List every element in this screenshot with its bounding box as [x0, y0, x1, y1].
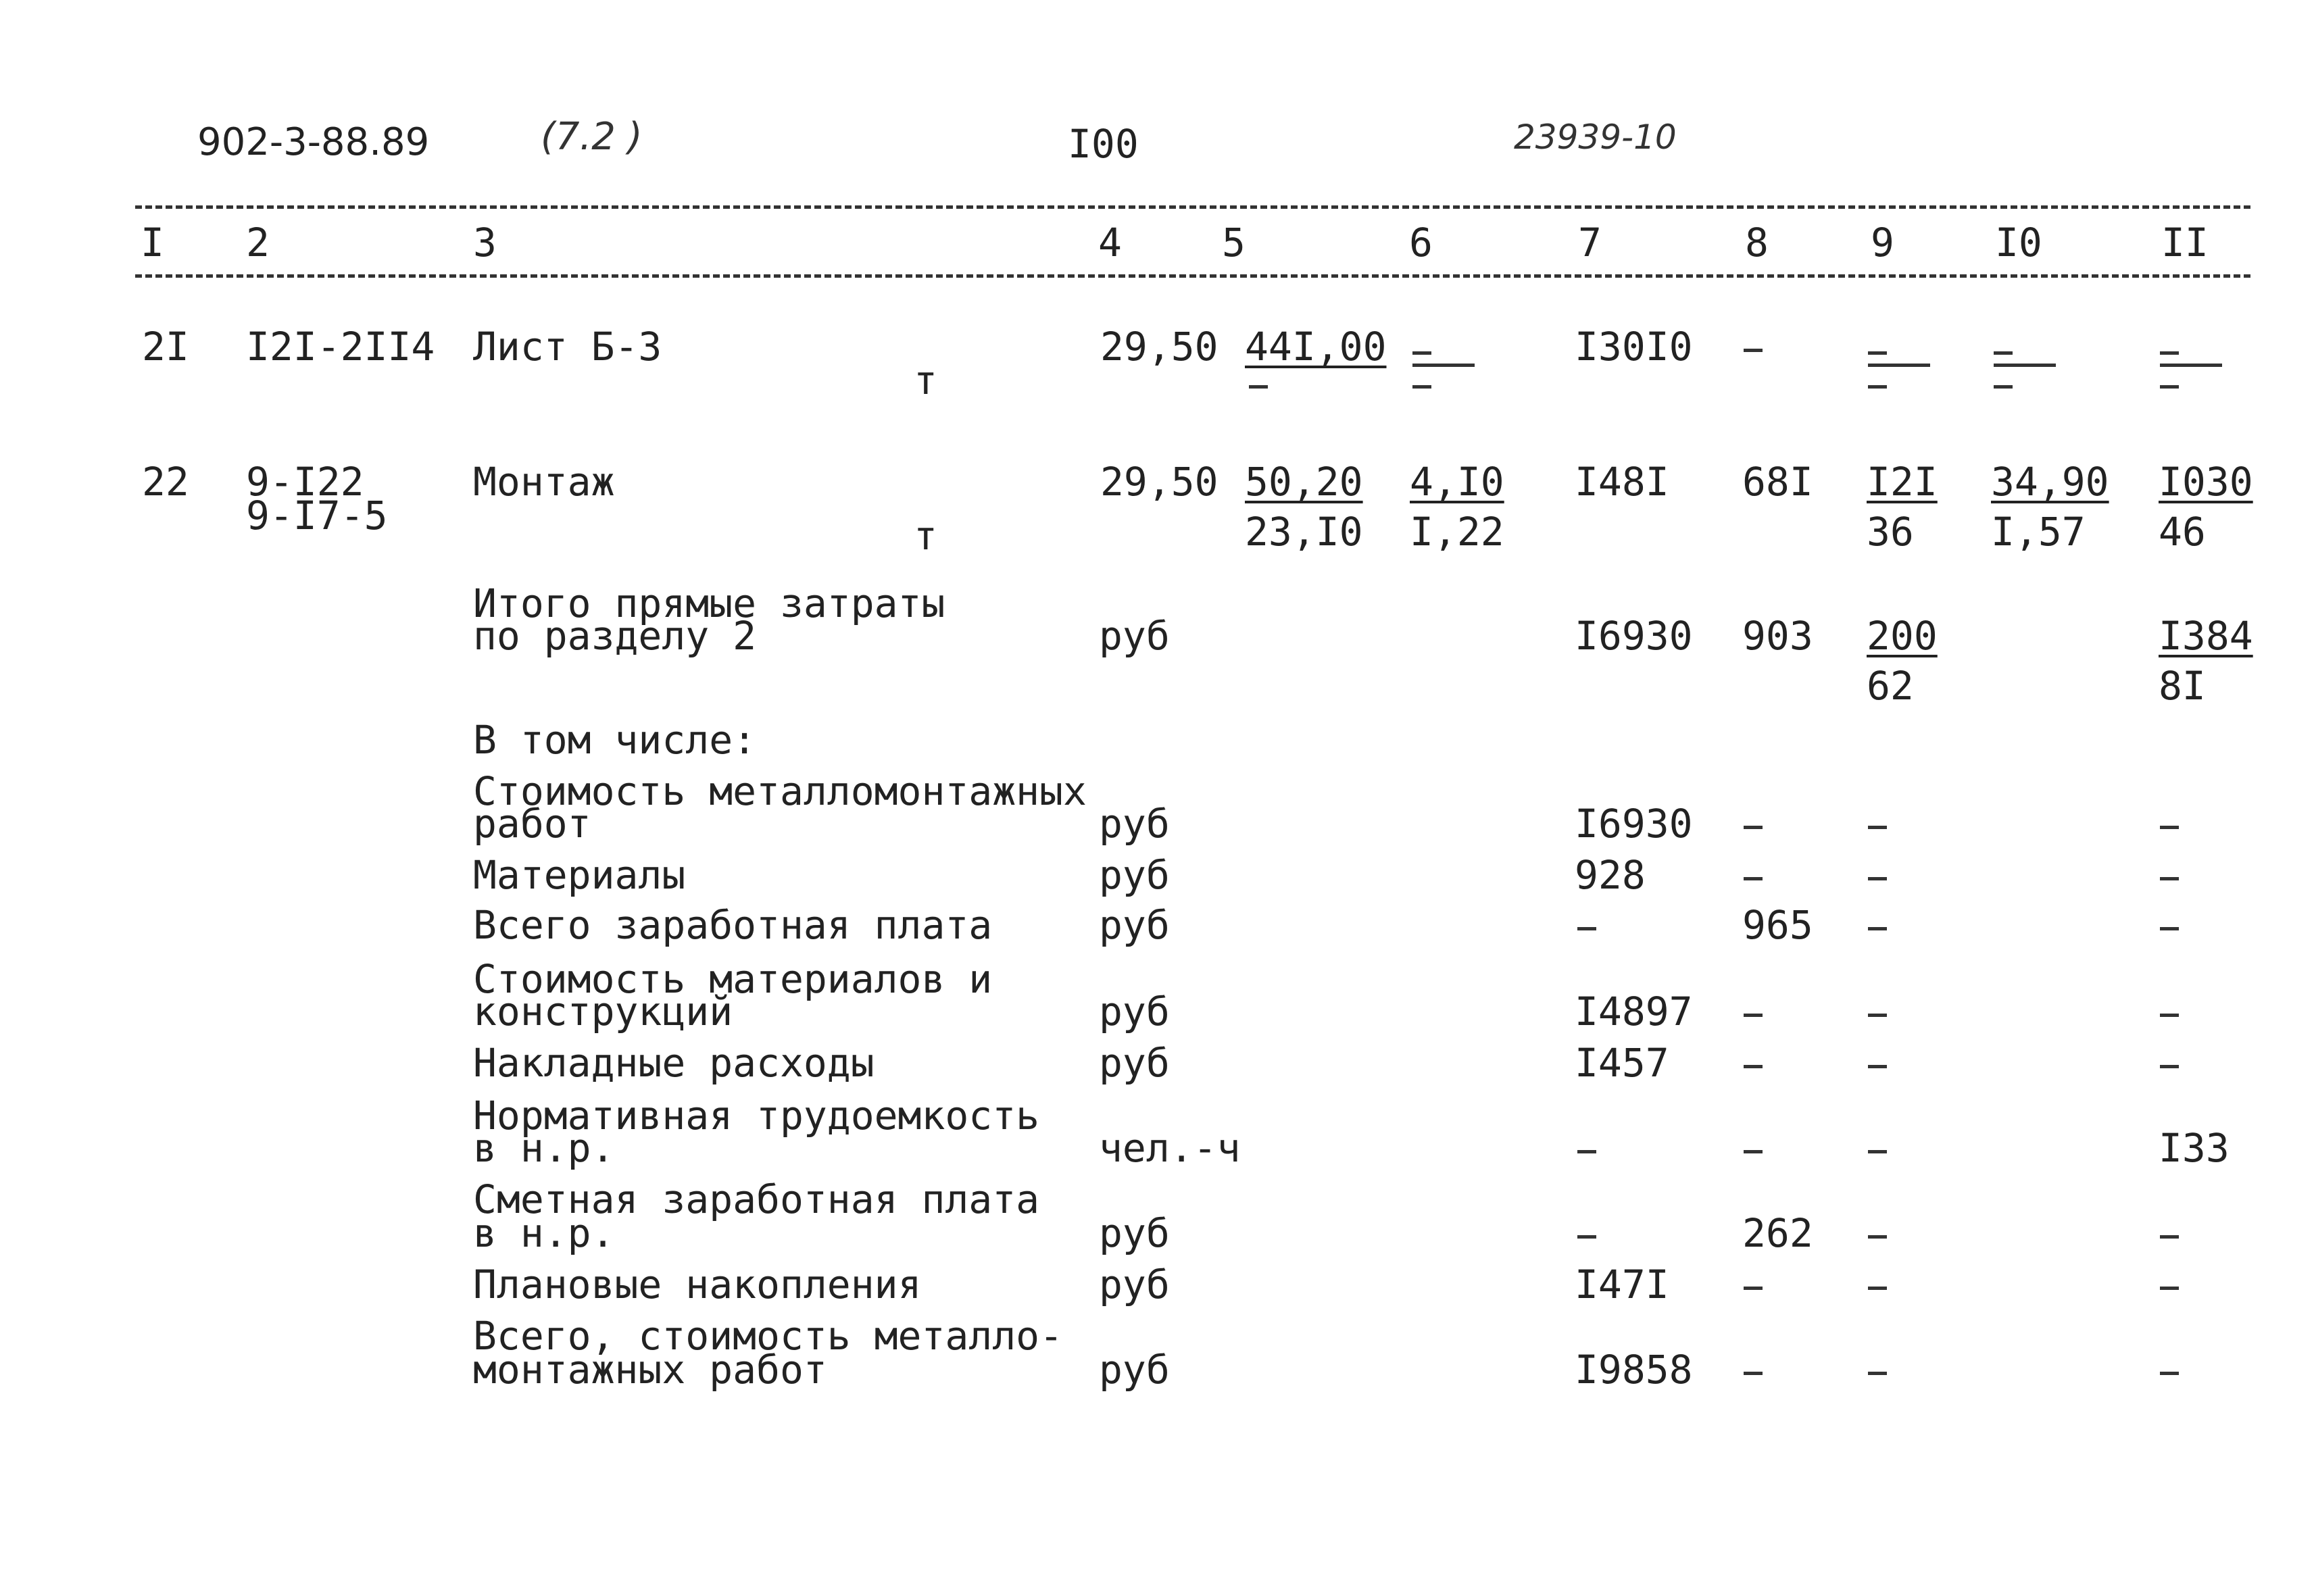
item-col7-dash: [1577, 927, 1596, 930]
row22-col10-top: 34,90: [1991, 459, 2109, 505]
item-unit: руб: [1099, 989, 1170, 1034]
item-label: Всего, стоимость металло-: [473, 1313, 1063, 1359]
row22-number: 22: [142, 459, 189, 505]
item-label: Плановые накопления: [473, 1262, 922, 1307]
item-col11-dash: [2160, 826, 2179, 829]
item-col8-dash: [1744, 1372, 1763, 1375]
item-col7: I4897: [1575, 989, 1693, 1034]
archive-number: 23939-10: [1514, 118, 1677, 157]
item-col11-dash: [2160, 927, 2179, 930]
item-col9-dash: [1868, 1150, 1887, 1153]
row21-col5: 44I,00: [1245, 324, 1387, 370]
total-col11-top: I384: [2159, 613, 2253, 659]
header-top-rule: [135, 205, 2250, 209]
item-col8: 262: [1742, 1210, 1813, 1256]
row22-code-2: 9-I7-5: [246, 493, 388, 539]
row22-col7: I48I: [1575, 459, 1669, 505]
row21-col10-rule: [1994, 364, 2056, 367]
item-label: Всего заработная плата: [473, 902, 993, 948]
row22-col9-bottom: 36: [1867, 509, 1914, 555]
row21-unit: т: [914, 357, 937, 403]
item-unit: руб: [1099, 1210, 1170, 1256]
row22-col6-top: 4,I0: [1410, 459, 1504, 505]
item-col9-dash: [1868, 1065, 1887, 1068]
item-col7: I6930: [1575, 801, 1693, 847]
col-header-11: II: [2161, 220, 2209, 266]
row22-unit: т: [914, 513, 937, 559]
item-col11-dash: [2160, 1235, 2179, 1239]
row21-col5-dash: [1249, 385, 1268, 389]
total-col7: I6930: [1575, 613, 1693, 659]
item-unit: руб: [1099, 1040, 1170, 1086]
item-col9-dash: [1868, 927, 1887, 930]
including-label: В том числе:: [473, 717, 757, 763]
item-col7: I47I: [1575, 1262, 1669, 1307]
row22-name: Монтаж: [473, 459, 615, 505]
item-label: Материалы: [473, 852, 686, 898]
col-header-6: 6: [1409, 220, 1433, 266]
row21-col11-dash-top: [2160, 351, 2179, 355]
row22-quantity: 29,50: [1100, 459, 1218, 505]
row22-col6-bottom: I,22: [1410, 509, 1504, 555]
item-label: Стоимость материалов и: [473, 956, 993, 1002]
item-col9-dash: [1868, 877, 1887, 880]
total-unit: руб: [1099, 613, 1170, 659]
col-header-10: I0: [1995, 220, 2042, 266]
row22-col8: 68I: [1742, 459, 1813, 505]
item-col11-dash: [2160, 1065, 2179, 1068]
row21-number: 2I: [142, 324, 189, 370]
item-label-cont: работ: [473, 801, 591, 847]
col-header-1: I: [141, 220, 164, 266]
item-unit: руб: [1099, 852, 1170, 898]
col-header-4: 4: [1098, 220, 1122, 266]
item-label-cont: в н.р.: [473, 1210, 615, 1256]
item-label: Нормативная трудоемкость: [473, 1093, 1040, 1139]
item-col9-dash: [1868, 1235, 1887, 1239]
item-label: Сметная заработная плата: [473, 1176, 1040, 1222]
row21-code: I2I-2II4: [246, 324, 435, 370]
item-unit: руб: [1099, 1262, 1170, 1307]
item-col8-dash: [1744, 826, 1763, 829]
item-unit: руб: [1099, 801, 1170, 847]
row21-col6-dash-bot: [1412, 385, 1431, 389]
row21-col7: I30I0: [1575, 324, 1693, 370]
item-col9-dash: [1868, 1287, 1887, 1290]
item-unit: чел.-ч: [1099, 1125, 1241, 1171]
page-number: I00: [1068, 121, 1139, 167]
total-label-1: Итого прямые затраты: [473, 580, 945, 626]
sheet-reference: (7.2 ): [541, 115, 643, 159]
item-col8: 965: [1742, 902, 1813, 948]
row22-code-1: 9-I22: [246, 459, 364, 505]
col-header-8: 8: [1745, 220, 1769, 266]
item-col7-dash: [1577, 1235, 1596, 1239]
total-col9-bottom: 62: [1867, 663, 1914, 709]
row22-col11-top: I030: [2159, 459, 2253, 505]
item-col7-dash: [1577, 1150, 1596, 1153]
row21-col9-dash-bot: [1868, 385, 1887, 389]
document-code: 902-3-88.89: [197, 120, 430, 164]
header-bottom-rule: [135, 274, 2250, 278]
item-col8-dash: [1744, 1014, 1763, 1017]
item-col8-dash: [1744, 1287, 1763, 1290]
row22-col5-top: 50,20: [1245, 459, 1363, 505]
row22-col10-bottom: I,57: [1991, 509, 2086, 555]
row21-name: Лист Б-3: [473, 324, 662, 370]
row21-col8-dash: [1744, 349, 1763, 352]
col-header-7: 7: [1578, 220, 1602, 266]
item-col11-dash: [2160, 877, 2179, 880]
item-label-cont: конструкций: [473, 989, 733, 1034]
row22-col5-bottom: 23,I0: [1245, 509, 1363, 555]
total-col8: 903: [1742, 613, 1813, 659]
item-col7: I9858: [1575, 1347, 1693, 1393]
total-col9-top: 200: [1867, 613, 1938, 659]
row21-col10-dash-top: [1994, 351, 2013, 355]
item-col8-dash: [1744, 1065, 1763, 1068]
item-col7: I457: [1575, 1040, 1669, 1086]
item-col9-dash: [1868, 826, 1887, 829]
row21-col9-rule: [1868, 364, 1930, 367]
row21-quantity: 29,50: [1100, 324, 1218, 370]
item-label: Стоимость металломонтажных: [473, 768, 1087, 814]
item-col8-dash: [1744, 1150, 1763, 1153]
item-col9-dash: [1868, 1372, 1887, 1375]
item-col7: 928: [1575, 852, 1646, 898]
row21-col11-rule: [2160, 364, 2222, 367]
item-col11: I33: [2159, 1125, 2230, 1171]
item-label: Накладные расходы: [473, 1040, 875, 1086]
total-label-2: по разделу 2: [473, 613, 757, 659]
item-unit: руб: [1099, 902, 1170, 948]
item-col8-dash: [1744, 877, 1763, 880]
col-header-5: 5: [1222, 220, 1246, 266]
col-header-9: 9: [1871, 220, 1894, 266]
item-col11-dash: [2160, 1014, 2179, 1017]
col-header-2: 2: [246, 220, 270, 266]
row21-col6-dash-top: [1412, 351, 1431, 355]
row21-col10-dash-bot: [1994, 385, 2013, 389]
row21-col6-rule: [1412, 364, 1475, 367]
item-col11-dash: [2160, 1287, 2179, 1290]
item-unit: руб: [1099, 1347, 1170, 1393]
total-col11-bottom: 8I: [2159, 663, 2206, 709]
item-col11-dash: [2160, 1372, 2179, 1375]
col-header-3: 3: [473, 220, 497, 266]
item-label-cont: в н.р.: [473, 1125, 615, 1171]
row21-col11-dash-bot: [2160, 385, 2179, 389]
row22-col11-bottom: 46: [2159, 509, 2206, 555]
row21-col9-dash-top: [1868, 351, 1887, 355]
row22-col9-top: I2I: [1867, 459, 1938, 505]
item-label-cont: монтажных работ: [473, 1347, 827, 1393]
item-col9-dash: [1868, 1014, 1887, 1017]
